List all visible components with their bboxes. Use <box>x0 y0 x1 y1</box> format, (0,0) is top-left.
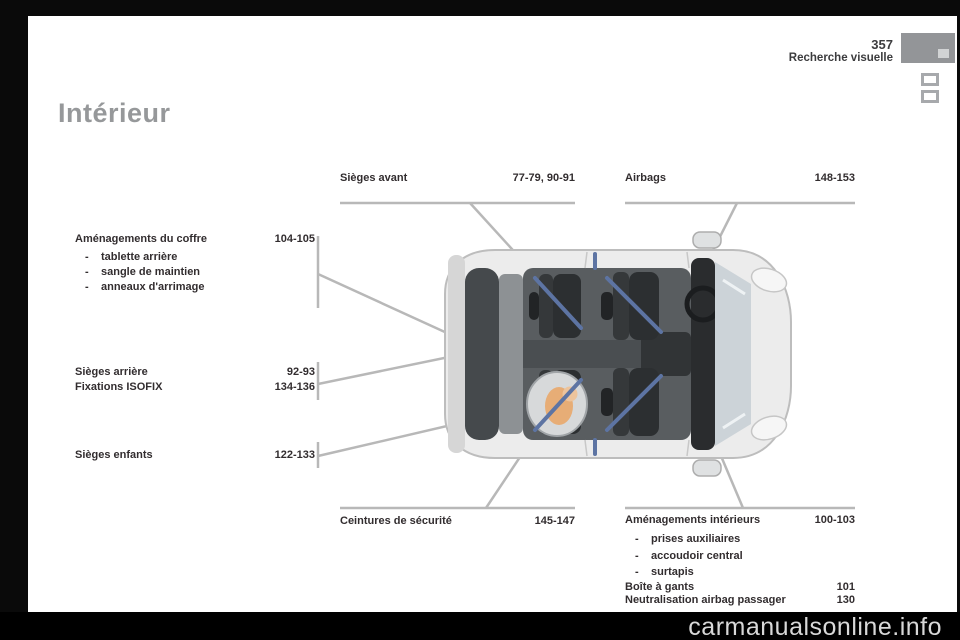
rear-window <box>465 268 499 440</box>
label-sieges-enfants <box>75 448 315 462</box>
page-ref: 145-147 <box>534 515 575 527</box>
label-neutralisation-airbag <box>625 594 855 607</box>
page-ref: 100-103 <box>814 514 855 526</box>
section-name: Recherche visuelle <box>788 52 893 64</box>
label-text: Aménagements intérieurs <box>625 514 761 526</box>
label-text: Boîte à gants <box>625 580 695 593</box>
page-title: Intérieur <box>58 98 171 128</box>
chapter-tab-active <box>901 33 955 63</box>
label-boite-a-gants <box>625 581 855 594</box>
list-item: - accoudoir central <box>635 549 743 562</box>
label-amenagements-coffre <box>75 232 315 295</box>
label-text: Airbags <box>625 172 666 184</box>
manual-page <box>28 16 957 612</box>
page-ref: 77-79, 90-91 <box>512 172 575 184</box>
label-text: Ceintures de sécurité <box>340 515 452 527</box>
windshield <box>715 262 751 446</box>
chapter-tab-marker <box>938 49 949 58</box>
side-mirror-right <box>693 460 721 476</box>
label-text: Neutralisation airbag passager <box>625 593 786 606</box>
watermark: carmanualsonline.info <box>688 613 942 640</box>
list-item: - anneaux d'arrimage <box>85 281 205 293</box>
page-header <box>789 38 893 65</box>
label-sieges-avant <box>340 171 575 185</box>
label-ceintures <box>340 514 575 528</box>
list-item: - prises auxiliaires <box>635 533 741 545</box>
label-text: Sièges avant <box>340 172 408 184</box>
label-airbags <box>625 171 855 185</box>
page-ref: 101 <box>836 580 855 593</box>
rear-hatch <box>448 255 465 453</box>
chapter-tab-square <box>921 73 939 86</box>
page-ref: 134-136 <box>274 381 315 393</box>
label-text: Sièges arrière <box>75 366 148 378</box>
page-ref: 104-105 <box>274 233 315 245</box>
chapter-tab-square <box>921 90 939 103</box>
page-ref: 148-153 <box>814 172 855 184</box>
parcel-shelf <box>499 274 523 434</box>
label-text: Fixations ISOFIX <box>75 381 163 393</box>
page-ref: 122-133 <box>274 449 315 461</box>
list-item: - tablette arrière <box>85 251 178 263</box>
page-ref: 130 <box>836 593 855 606</box>
label-amenagements-interieurs <box>625 513 855 607</box>
page-ref: 92-93 <box>286 366 315 378</box>
list-item: - surtapis <box>635 566 694 578</box>
scan-bottom-bar <box>0 612 960 640</box>
label-text: Aménagements du coffre <box>75 233 208 245</box>
page-number: 357 <box>871 37 893 52</box>
label-text: Sièges enfants <box>75 449 153 461</box>
list-item: - sangle de maintien <box>85 266 201 278</box>
label-sieges-arriere-isofix <box>75 365 315 395</box>
car-interior-illustration <box>435 228 800 480</box>
side-mirror-left <box>693 232 721 248</box>
